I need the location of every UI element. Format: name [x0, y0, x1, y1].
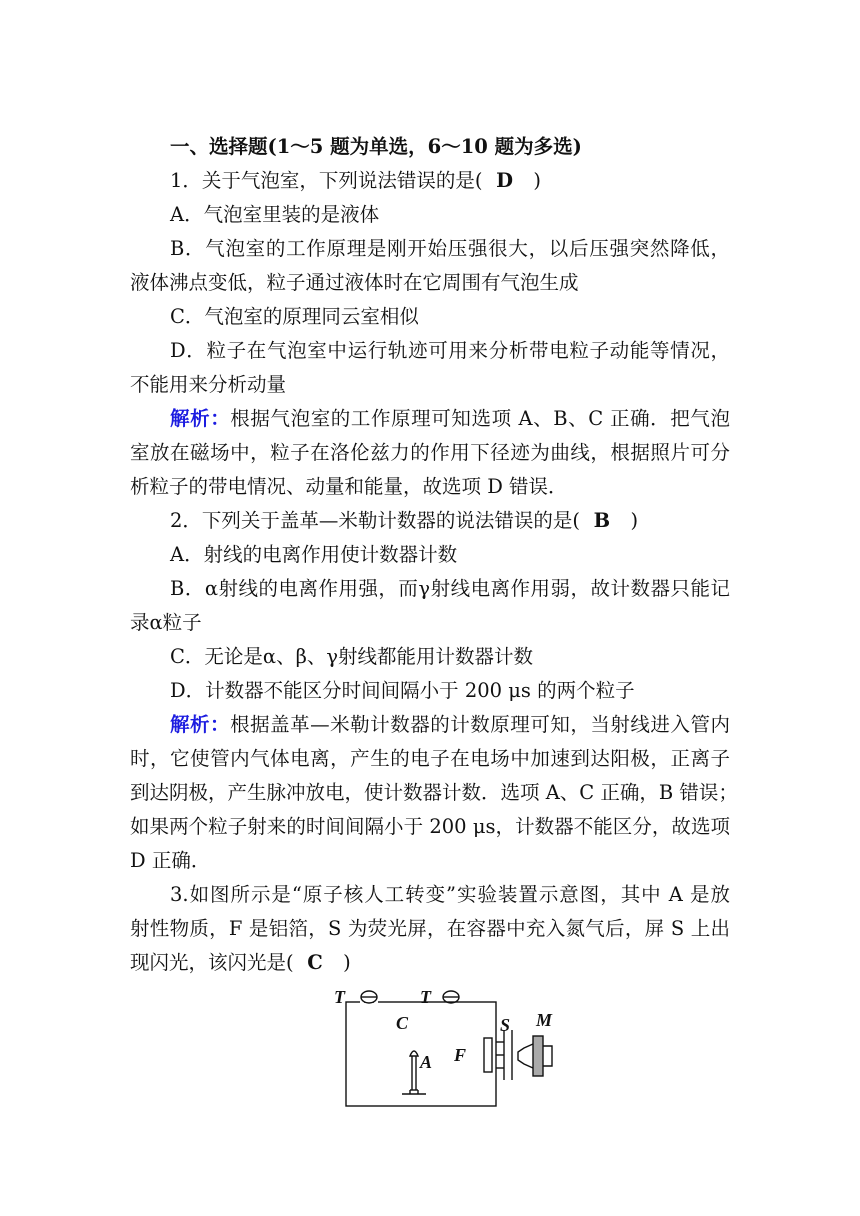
q3-stem-line2: 射性物质，F 是铝箔，S 为荧光屏，在容器中充入氮气后，屏 S 上出	[130, 917, 730, 940]
q1-option-b-line1: B．气泡室的工作原理是刚开始压强很大，以后压强突然降低，	[170, 237, 730, 260]
apparatus-figure	[334, 986, 564, 1114]
apparatus-diagram	[334, 986, 564, 1114]
q2-analysis-text: 根据盖革—米勒计数器的计数原理可知，当射线进入管内	[230, 713, 730, 736]
q2-analysis-label: 解析：	[170, 713, 231, 736]
q1-option-d-line1: D．粒子在气泡室中运行轨迹可用来分析带电粒子动能等情况，	[170, 339, 730, 362]
q3-answer: C	[307, 951, 323, 974]
section-title: 一、选择题(1～5 题为单选，6～10 题为多选)	[170, 135, 582, 158]
q1-analysis-label: 解析：	[170, 407, 231, 430]
q1-analysis-line2: 室放在磁场中，粒子在洛伦兹力的作用下径迹为曲线，根据照片可分	[130, 441, 730, 464]
label-t2: T	[420, 987, 431, 1007]
q1-stem-close: )	[533, 169, 541, 192]
q2-option-b-line1: B．α射线的电离作用强，而γ射线电离作用弱，故计数器只能记	[170, 577, 730, 600]
q2-stem-text: 2．下列关于盖革—米勒计数器的说法错误的是(	[170, 509, 581, 532]
q2-stem-close: )	[630, 509, 639, 532]
q3-stem-line1: 3.如图所示是“原子核人工转变”实验装置示意图，其中 A 是放	[170, 883, 730, 906]
q3-stem-close: )	[343, 951, 351, 974]
q1-answer: D	[496, 169, 514, 192]
foil-frame	[484, 1038, 492, 1072]
label-a: A	[420, 1052, 433, 1072]
label-m: M	[536, 1010, 553, 1030]
q2-option-d: D．计数器不能区分时间间隔小于 200 μs 的两个粒子	[170, 679, 635, 702]
q1-option-a: A．气泡室里装的是液体	[170, 203, 380, 226]
label-c: C	[396, 1013, 409, 1033]
q1-analysis-line1	[130, 402, 730, 436]
q1-option-d-line2: 不能用来分析动量	[130, 373, 287, 396]
q2-option-a: A．射线的电离作用使计数器计数	[170, 543, 458, 566]
q2-stem	[130, 504, 730, 538]
q2-answer: B	[593, 509, 611, 532]
q1-stem-text: 1．关于气泡室，下列说法错误的是(	[170, 169, 483, 192]
label-f: F	[454, 1045, 467, 1065]
q2-option-c: C．无论是α、β、γ射线都能用计数器计数	[170, 645, 534, 668]
source-a-holder	[410, 1051, 418, 1056]
q2-analysis-line5: D 正确．	[130, 849, 211, 872]
q2-option-b-line2: 录α粒子	[130, 611, 202, 634]
q1-analysis-text: 根据气泡室的工作原理可知选项 A、B、C 正确．把气泡	[230, 407, 730, 430]
microscope-m	[533, 1036, 543, 1076]
q2-analysis-line4: 如果两个粒子射来的时间间隔小于 200 μs，计数器不能区分，故选项	[130, 815, 730, 838]
q2-analysis-line1	[130, 708, 730, 742]
label-s: S	[500, 1015, 511, 1035]
q3-stem-text: 现闪光，该闪光是(	[130, 951, 294, 974]
label-t1: T	[334, 987, 345, 1007]
q1-option-c: C．气泡室的原理同云室相似	[170, 305, 419, 328]
q1-analysis-line3: 析粒子的带电情况、动量和能量，故选项 D 错误．	[130, 475, 568, 498]
q1-option-b-line2: 液体沸点变低，粒子通过液体时在它周围有气泡生成	[130, 271, 579, 294]
document-body	[130, 130, 738, 980]
q2-analysis-line2: 时，它使管内气体电离，产生的电子在电场中加速到达阳极，正离子	[130, 747, 730, 770]
q1-stem	[130, 164, 730, 198]
q2-analysis-line3: 到达阴极，产生脉冲放电，使计数器计数．选项 A、C 正确，B 错误；	[130, 781, 738, 804]
q3-stem-line3	[130, 946, 730, 980]
